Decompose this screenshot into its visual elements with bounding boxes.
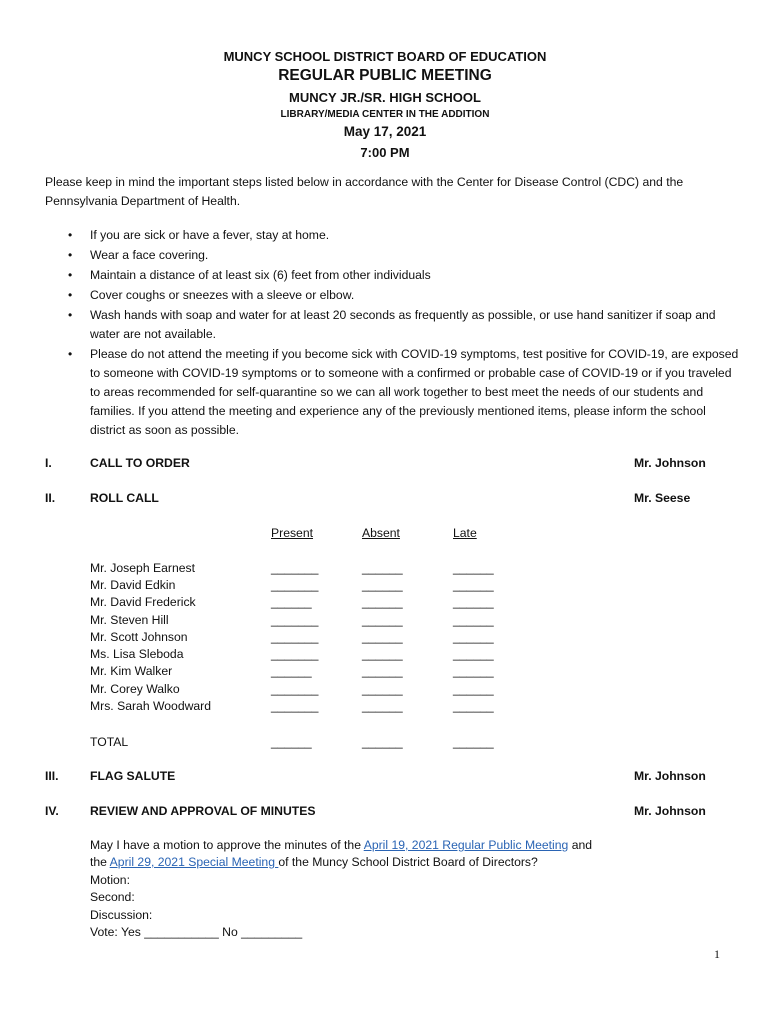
vote-line: Vote: Yes ___________ No _________: [90, 925, 303, 939]
section-number: III.: [45, 769, 59, 783]
absent-blank: ______: [362, 561, 403, 575]
present-blank: ______: [271, 664, 312, 678]
absent-blank: ______: [362, 647, 403, 661]
present-blank: ______: [271, 595, 312, 609]
list-item: • Wash hands with soap and water for at least 20 seconds as frequently as possible, or use hand sanitizer if soap and water are not available.: [68, 308, 716, 341]
total-label: TOTAL: [90, 735, 129, 749]
second-label: Second:: [90, 890, 135, 904]
bullet-icon: •: [68, 308, 73, 322]
list-item: • Please do not attend the meeting if you become sick with COVID-19 symptoms, test positive for COVID-19, are exposed to someone with COVID-19 symptoms or to someone with a confirmed or probable case of COVID-19 or if you traveled to areas recommended for self-quarantine so we can all work together to best meet the needs of our students and families. If you attend the meeting and experience any of the previously mentioned items, please inform the school district as soon as possible.: [68, 347, 739, 437]
meeting-title: REGULAR PUBLIC MEETING: [278, 67, 492, 84]
column-header-late: Late: [453, 526, 477, 540]
list-item: • Maintain a distance of at least six (6) feet from other individuals: [90, 266, 740, 285]
intro-paragraph: Please keep in mind the important steps listed below in accordance with the Center for Disease Control (CDC) and the Pennsylvania Department of Health.: [45, 175, 684, 208]
absent-blank: ______: [362, 630, 403, 644]
bullet-icon: •: [68, 268, 73, 282]
bullet-icon: •: [68, 288, 73, 302]
late-blank: ______: [453, 595, 494, 609]
meeting-time: 7:00 PM: [360, 145, 410, 160]
late-blank: ______: [453, 561, 494, 575]
total-late-blank: ______: [453, 735, 494, 749]
present-blank: _______: [271, 682, 319, 696]
present-blank: _______: [271, 613, 319, 627]
section-title-call-to-order: CALL TO ORDER: [90, 456, 190, 470]
present-blank: _______: [271, 561, 319, 575]
health-guidelines-list: [45, 226, 740, 440]
section-presenter: Mr. Seese: [634, 491, 691, 505]
late-blank: ______: [453, 647, 494, 661]
absent-blank: ______: [362, 682, 403, 696]
present-blank: _______: [271, 630, 319, 644]
member-name: Mrs. Sarah Woodward: [90, 699, 212, 713]
page-number: 1: [714, 947, 720, 961]
minutes-motion-line-1: May I have a motion to approve the minutes of the April 19, 2021 Regular Public Meeting and: [90, 838, 593, 852]
absent-blank: ______: [362, 664, 403, 678]
list-item: • Cover coughs or sneezes with a sleeve or elbow.: [90, 286, 740, 305]
bullet-icon: •: [68, 347, 73, 361]
discussion-label: Discussion:: [90, 908, 153, 922]
section-title-roll-call: ROLL CALL: [90, 491, 159, 505]
member-name: Mr. Joseph Earnest: [90, 561, 195, 575]
list-item: • Wear a face covering.: [90, 246, 740, 265]
list-item: • If you are sick or have a fever, stay at home.: [90, 226, 740, 245]
absent-blank: ______: [362, 578, 403, 592]
absent-blank: ______: [362, 699, 403, 713]
section-presenter: Mr. Johnson: [634, 769, 706, 783]
late-blank: ______: [453, 682, 494, 696]
absent-blank: ______: [362, 595, 403, 609]
late-blank: ______: [453, 578, 494, 592]
section-number: II.: [45, 491, 56, 505]
school-name: MUNCY JR./SR. HIGH SCHOOL: [289, 90, 481, 105]
link-april-29-minutes[interactable]: April 29, 2021 Special Meeting: [109, 855, 279, 869]
bullet-icon: •: [68, 248, 73, 262]
district-title: MUNCY SCHOOL DISTRICT BOARD OF EDUCATION: [223, 49, 547, 64]
member-name: Mr. David Frederick: [90, 595, 196, 609]
member-name: Mr. Scott Johnson: [90, 630, 188, 644]
minutes-motion-line-2: the April 29, 2021 Special Meeting of the Muncy School District Board of Directors?: [90, 855, 538, 869]
link-april-19-minutes[interactable]: April 19, 2021 Regular Public Meeting: [363, 838, 569, 852]
motion-label: Motion:: [90, 873, 130, 887]
absent-blank: ______: [362, 613, 403, 627]
late-blank: ______: [453, 664, 494, 678]
bullet-icon: •: [68, 228, 73, 242]
section-title-flag-salute: FLAG SALUTE: [90, 769, 176, 783]
meeting-location: LIBRARY/MEDIA CENTER IN THE ADDITION: [280, 109, 490, 120]
section-presenter: Mr. Johnson: [634, 456, 706, 470]
present-blank: _______: [271, 699, 319, 713]
present-blank: _______: [271, 647, 319, 661]
column-header-absent: Absent: [362, 526, 400, 540]
total-present-blank: ______: [271, 735, 312, 749]
section-number: I.: [45, 456, 52, 470]
late-blank: ______: [453, 699, 494, 713]
section-number: IV.: [45, 804, 59, 818]
total-absent-blank: ______: [362, 735, 403, 749]
late-blank: ______: [453, 613, 494, 627]
member-name: Mr. Kim Walker: [90, 664, 173, 678]
late-blank: ______: [453, 630, 494, 644]
member-name: Ms. Lisa Sleboda: [90, 647, 184, 661]
member-name: Mr. Corey Walko: [90, 682, 180, 696]
member-name: Mr. Steven Hill: [90, 613, 169, 627]
present-blank: _______: [271, 578, 319, 592]
member-name: Mr. David Edkin: [90, 578, 176, 592]
section-title-review-minutes: REVIEW AND APPROVAL OF MINUTES: [90, 804, 316, 818]
column-header-present: Present: [271, 526, 314, 540]
meeting-date: May 17, 2021: [343, 124, 427, 139]
section-presenter: Mr. Johnson: [634, 804, 706, 818]
